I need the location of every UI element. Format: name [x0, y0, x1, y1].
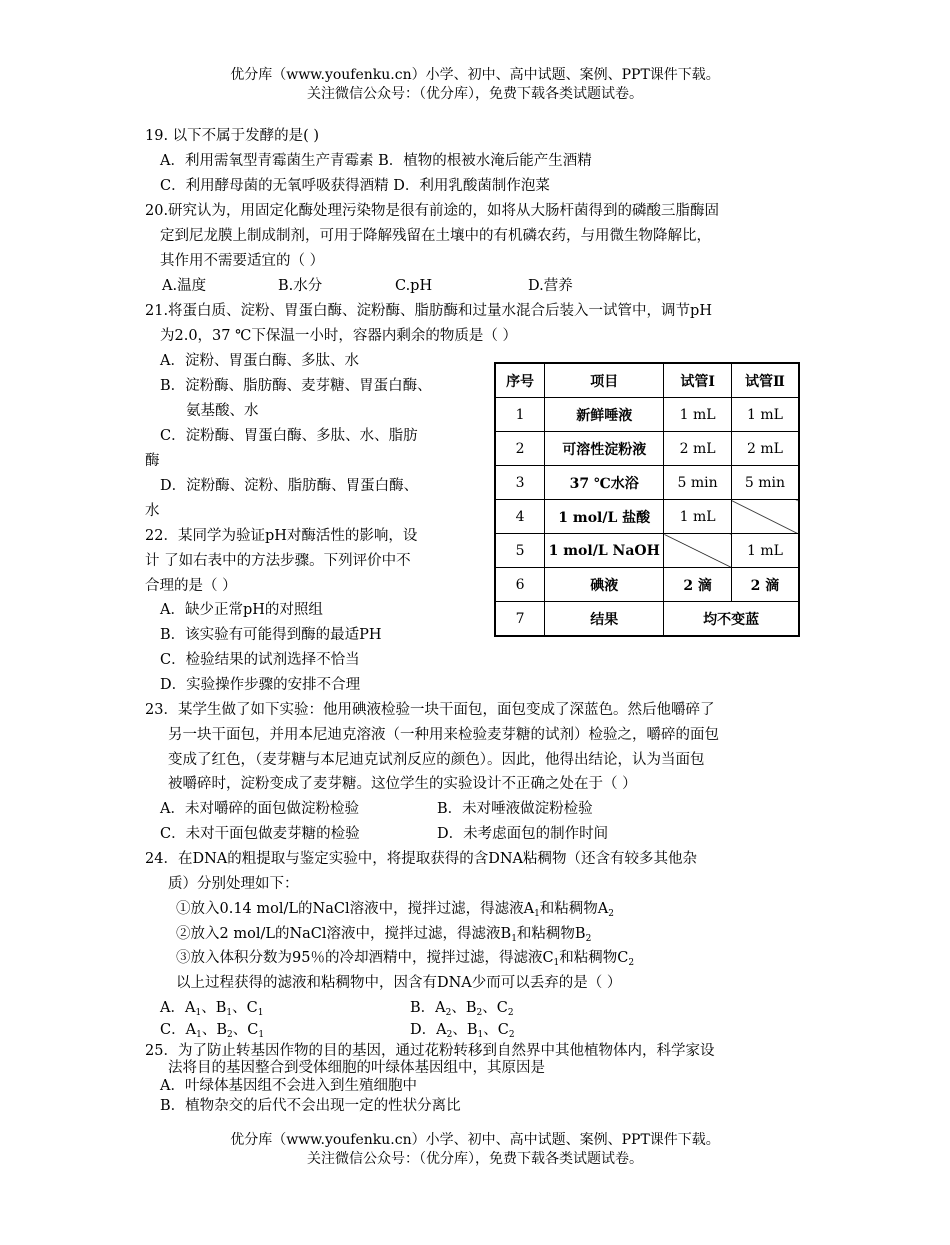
table-cell: 新鲜唾液 — [545, 398, 664, 432]
q25-line-1: 25．为了防止转基因作物的目的基因，通过花粉转移到自然界中其他植物体内，科学家设 — [145, 1043, 715, 1059]
q25-option-a: A．叶绿体基因组不会进入到生殖细胞中 — [160, 1078, 417, 1094]
table-row — [495, 432, 799, 466]
q25-line-2: 法将目的基因整合到受体细胞的叶绿体基因组中，其原因是 — [168, 1060, 545, 1076]
q21-option-a: A．淀粉、胃蛋白酶、多肽、水 — [160, 353, 359, 369]
table-row — [495, 602, 799, 637]
table-cell: 1 mol/L NaOH — [545, 534, 664, 568]
page-header — [0, 66, 950, 104]
table-cell: 可溶性淀粉液 — [545, 432, 664, 466]
table-header-cell: 试管Ⅰ — [664, 363, 732, 398]
q22-option-a: A．缺少正常pH的对照组 — [160, 602, 323, 618]
experiment-table — [494, 362, 800, 637]
q24-line-3: 以上过程获得的滤液和粘稠物中，因含有DNA少而可以丢弃的是（ ） — [176, 975, 622, 991]
q21-option-b-2: 氨基酸、水 — [186, 403, 259, 419]
footer-line-2: 关注微信公众号：（优分库），免费下载各类试题试卷。 — [307, 1151, 643, 1167]
table-cell: 2 mL — [664, 432, 732, 466]
q24-option-a: A．$A_1$、$B_1$、$C_1$ — [160, 1000, 264, 1018]
q23-option-b: B．未对唾液做淀粉检验 — [437, 801, 593, 817]
table-cell: 5 min — [664, 466, 732, 500]
table-row — [495, 500, 799, 534]
q25-option-b: B．植物杂交的后代不会出现一定的性状分离比 — [160, 1098, 461, 1114]
q19-options-ab: A．利用需氧型青霉菌生产青霉素 B．植物的根被水淹后能产生酒精 — [160, 153, 592, 169]
q20-line-3: 其作用不需要适宜的（ ） — [160, 253, 325, 269]
q24-step-3: ③放入体积分数为95％的冷却酒精中，搅拌过滤，得滤液$C_1$和粘稠物$C_2$ — [176, 950, 635, 968]
q24-line-1: 24．在DNA的粗提取与鉴定实验中，将提取获得的含DNA粘稠物（还含有较多其他杂 — [145, 851, 698, 867]
table-row — [495, 398, 799, 432]
q24-option-d: D．$A_2$、$B_1$、$C_2$ — [410, 1022, 515, 1040]
page-footer — [0, 1131, 950, 1169]
q24-line-2: 质）分别处理如下： — [168, 876, 299, 892]
table-cell: 37 ℃水浴 — [545, 466, 664, 500]
table-header-cell: 项目 — [545, 363, 664, 398]
table-row — [495, 568, 799, 602]
q22-option-c: C．检验结果的试剂选择不恰当 — [160, 652, 360, 668]
q23-option-a: A．未对嚼碎的面包做淀粉检验 — [160, 801, 359, 817]
table-cell: 均不变蓝 — [664, 602, 799, 637]
q22-option-d: D．实验操作步骤的安排不合理 — [160, 677, 361, 693]
q20-option-a: A.温度 — [162, 278, 207, 294]
q23-line-4: 被嚼碎时，淀粉变成了麦芽糖。这位学生的实验设计不正确之处在于（ ） — [168, 776, 637, 792]
header-line-1: 优分库（www.youfenku.cn）小学、初中、高中试题、案例、PPT课件下载。 — [230, 67, 720, 83]
q19-options-cd: C．利用酵母菌的无氧呼吸获得酒精 D．利用乳酸菌制作泡菜 — [160, 178, 550, 194]
q21-line-2: 为2.0，37 ℃下保温一小时，容器内剩余的物质是（ ） — [160, 328, 517, 344]
q22-line-1: 22．某同学为验证pH对酶活性的影响，设 — [145, 528, 418, 544]
table-cell: 1 mol/L 盐酸 — [545, 500, 664, 534]
q20-option-d: D.营养 — [528, 278, 573, 294]
table-header-cell: 序号 — [495, 363, 545, 398]
table-cell-diagonal — [664, 534, 732, 568]
table-header-row — [495, 363, 799, 398]
table-cell: 结果 — [545, 602, 664, 637]
table-cell: 碘液 — [545, 568, 664, 602]
table-row — [495, 466, 799, 500]
header-line-2: 关注微信公众号：（优分库），免费下载各类试题试卷。 — [307, 86, 643, 102]
table-cell: 1 mL — [664, 398, 732, 432]
table-cell: 1 mL — [664, 500, 732, 534]
q21-option-c-1: C．淀粉酶、胃蛋白酶、多肽、水、脂肪 — [160, 428, 418, 444]
q24-step-2: ②放入2 mol/L的NaCl溶液中，搅拌过滤，得滤液$B_1$和粘稠物$B_2$ — [176, 926, 592, 944]
q22-line-2: 计 了如右表中的方法步骤。下列评价中不 — [145, 553, 411, 569]
q23-line-2: 另一块干面包，并用本尼迪克溶液（一种用来检验麦芽糖的试剂）检验之，嚼碎的面包 — [168, 727, 719, 743]
q23-line-1: 23．某学生做了如下实验：他用碘液检验一块干面包，面包变成了深蓝色。然后他嚼碎了 — [145, 702, 715, 718]
table-cell: 2 滴 — [664, 568, 732, 602]
table-header-cell: 试管Ⅱ — [731, 363, 799, 398]
q21-line-1: 21.将蛋白质、淀粉、胃蛋白酶、淀粉酶、脂肪酶和过量水混合后装入一试管中，调节pH — [145, 303, 712, 319]
q19-stem: 19. 以下不属于发酵的是( ) — [145, 128, 320, 144]
q22-line-3: 合理的是（ ） — [145, 578, 237, 594]
table-cell: 1 mL — [731, 398, 799, 432]
table-cell: 3 — [495, 466, 545, 500]
footer-line-1: 优分库（www.youfenku.cn）小学、初中、高中试题、案例、PPT课件下载。 — [230, 1132, 720, 1148]
q21-option-d-1: D．淀粉酶、淀粉、脂肪酶、胃蛋白酶、 — [160, 478, 419, 494]
table-row — [495, 534, 799, 568]
q23-option-d: D．未考虑面包的制作时间 — [437, 826, 609, 842]
q20-line-2: 定到尼龙膜上制成制剂，可用于降解残留在土壤中的有机磷农药，与用微生物降解比， — [160, 228, 711, 244]
q24-option-c: C．$A_1$、$B_2$、$C_1$ — [160, 1022, 265, 1040]
q23-line-3: 变成了红色，（麦芽糖与本尼迪克试剂反应的颜色）。因此，他得出结论，认为当面包 — [168, 752, 705, 768]
q21-option-d-2: 水 — [145, 503, 160, 519]
table-cell: 1 — [495, 398, 545, 432]
q24-step-1: ①放入0.14 mol/L的NaCl溶液中，搅拌过滤，得滤液$A_1$和粘稠物$A_2$ — [176, 901, 615, 919]
q20-option-b: B.水分 — [278, 278, 323, 294]
table-cell: 2 mL — [731, 432, 799, 466]
table-cell: 6 — [495, 568, 545, 602]
table-cell-diagonal — [731, 500, 799, 534]
table-cell: 1 mL — [731, 534, 799, 568]
q21-option-c-2: 酶 — [145, 453, 160, 469]
q24-option-b: B．$A_2$、$B_2$、$C_2$ — [410, 1000, 514, 1018]
table-cell: 5 — [495, 534, 545, 568]
q20-option-c: C.pH — [395, 278, 433, 294]
table-cell: 4 — [495, 500, 545, 534]
table-cell: 5 min — [731, 466, 799, 500]
q21-option-b-1: B．淀粉酶、脂肪酶、麦芽糖、胃蛋白酶、 — [160, 378, 432, 394]
q22-option-b: B．该实验有可能得到酶的最适PH — [160, 627, 382, 643]
q23-option-c: C．未对干面包做麦芽糖的检验 — [160, 826, 360, 842]
table-cell: 2 滴 — [731, 568, 799, 602]
q20-line-1: 20.研究认为，用固定化酶处理污染物是很有前途的，如将从大肠杆菌得到的磷酸三脂酶固 — [145, 203, 720, 219]
table-cell: 2 — [495, 432, 545, 466]
table-cell: 7 — [495, 602, 545, 637]
